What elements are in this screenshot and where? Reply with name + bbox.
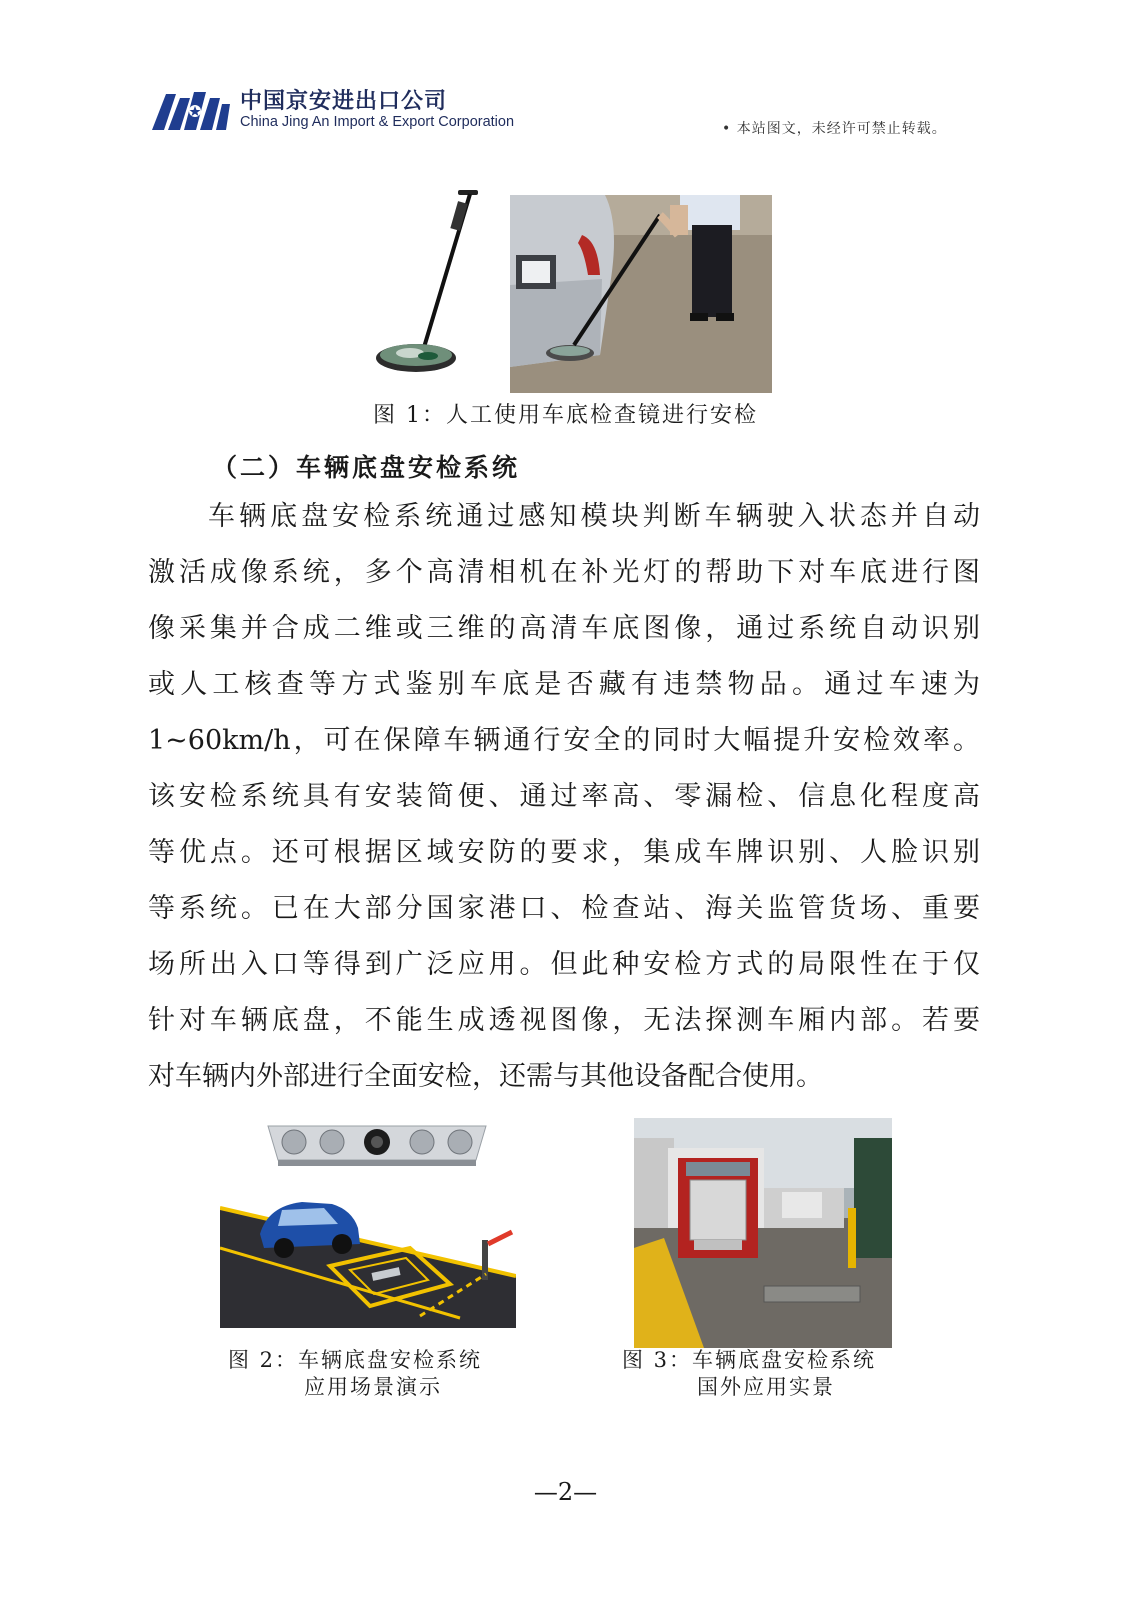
figure1-caption: 图 1：人工使用车底检查镜进行安检	[373, 403, 758, 428]
section-heading: （二）车辆底盘安检系统	[212, 453, 521, 482]
figure3-caption-line1: 图 3：车辆底盘安检系统	[622, 1348, 877, 1372]
truck-inspection-photo	[634, 1118, 892, 1348]
undercarriage-scanner-device	[262, 1120, 492, 1168]
page-number: —2—	[533, 1478, 598, 1506]
paragraph-line: 或人工核查等方式鉴别车底是否藏有违禁物品。通过车速为	[148, 669, 980, 700]
mirror-in-use-photo	[510, 195, 772, 393]
copyright-notice: • 本站图文，未经许可禁止转载。	[722, 121, 947, 137]
paragraph-line: 车辆底盘安检系统通过感知模块判断车辆驶入状态并自动	[208, 501, 980, 532]
inspection-mirror-image	[370, 188, 482, 376]
company-name-en: China Jing An Import & Export Corporation	[240, 114, 515, 130]
paragraph-line: 对车辆内外部进行全面安检，还需与其他设备配合使用。	[148, 1061, 823, 1092]
company-name-cn: 中国京安进出口公司	[240, 89, 448, 114]
figure2-caption-line2: 应用场景演示	[304, 1375, 442, 1399]
scanner-scene-illustration	[220, 1188, 516, 1328]
figure2-caption-line1: 图 2：车辆底盘安检系统	[228, 1348, 483, 1372]
paragraph-line: 针对车辆底盘，不能生成透视图像，无法探测车厢内部。若要	[148, 1005, 980, 1036]
paragraph-line: 等系统。已在大部分国家港口、检查站、海关监管货场、重要	[148, 893, 980, 924]
figure3-caption-line2: 国外应用实景	[697, 1375, 835, 1399]
paragraph-line: 激活成像系统，多个高清相机在补光灯的帮助下对车底进行图	[148, 557, 980, 588]
paragraph-line: 该安检系统具有安装简便、通过率高、零漏检、信息化程度高	[148, 781, 980, 812]
paragraph-line: 1~60km/h，可在保障车辆通行安全的同时大幅提升安检效率。	[148, 725, 980, 756]
company-logo	[150, 84, 232, 132]
paragraph-line: 等优点。还可根据区域安防的要求，集成车牌识别、人脸识别	[148, 837, 980, 868]
paragraph-line: 场所出入口等得到广泛应用。但此种安检方式的局限性在于仅	[148, 949, 980, 980]
paragraph-line: 像采集并合成二维或三维的高清车底图像，通过系统自动识别	[148, 613, 980, 644]
